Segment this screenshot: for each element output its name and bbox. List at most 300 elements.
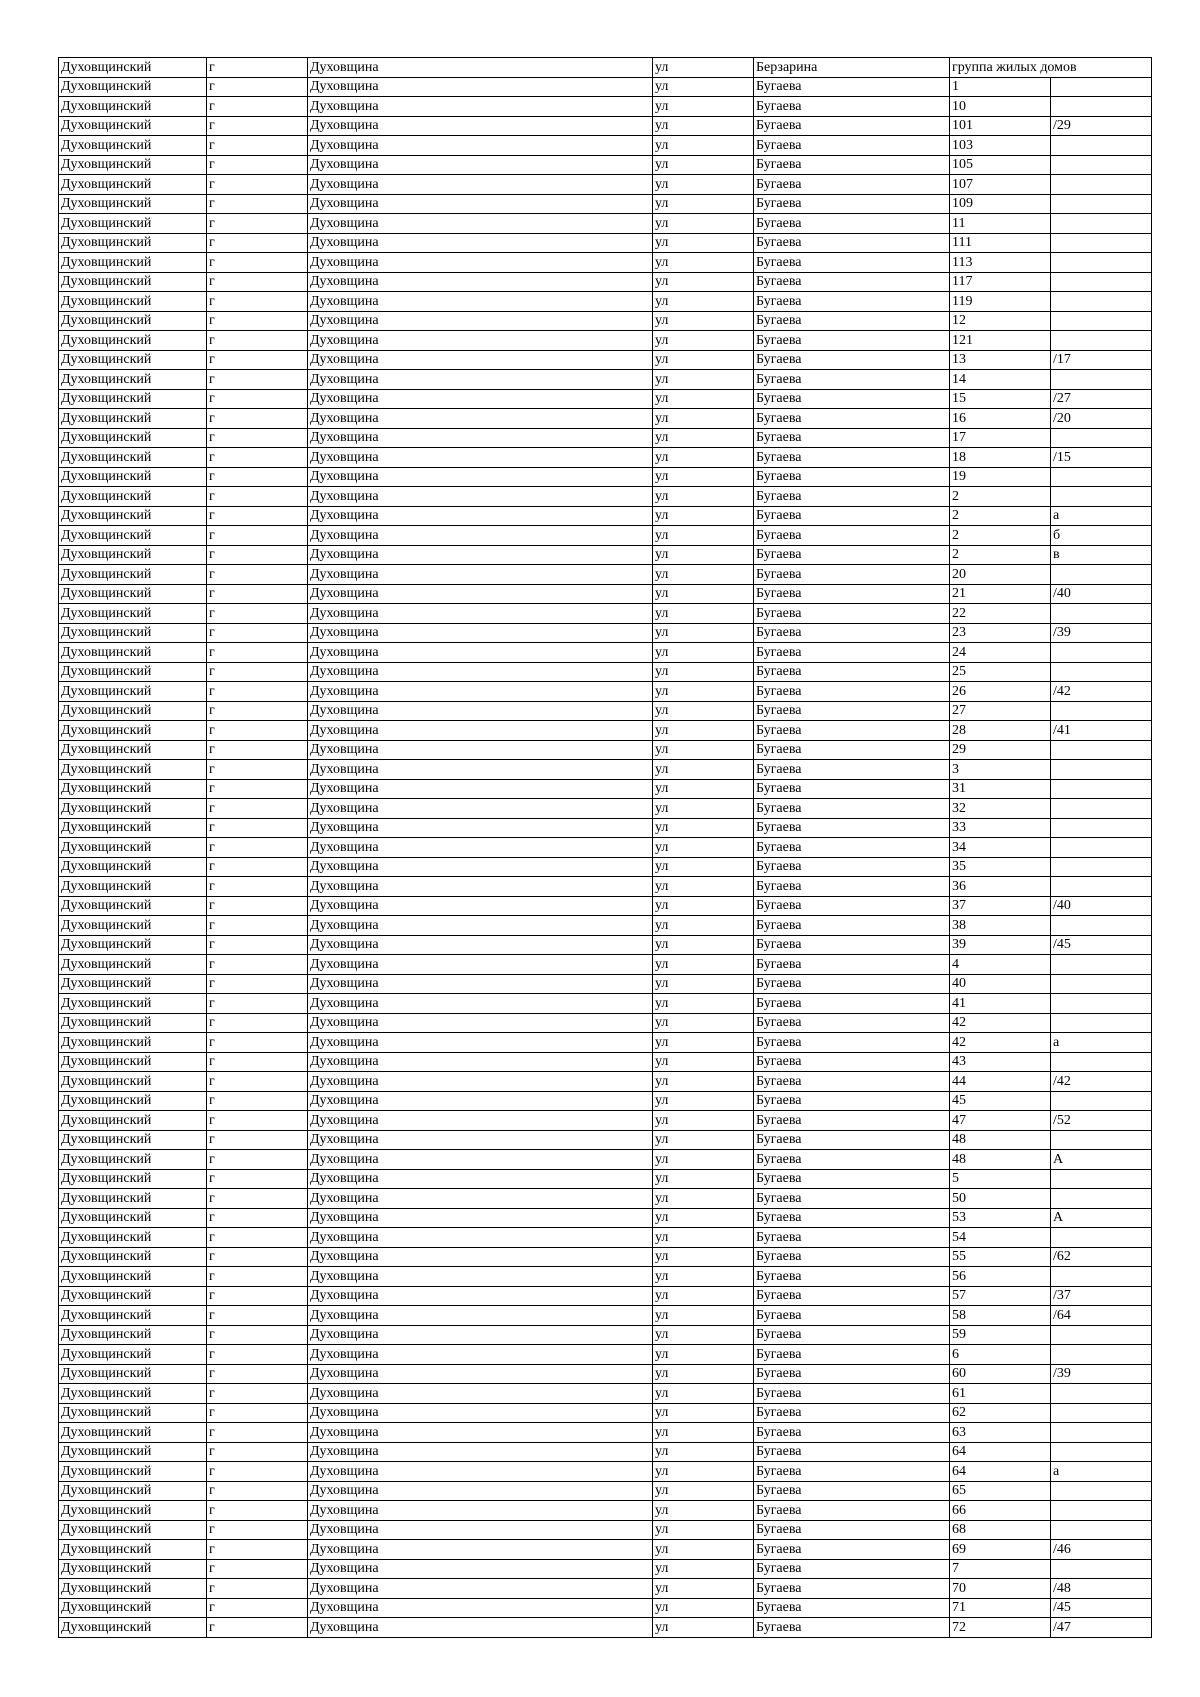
table-row (59, 1598, 1152, 1618)
house-number-cell: 28 (950, 721, 1051, 741)
locality-cell: Духовщина (308, 1208, 653, 1228)
street-type-cell: ул (653, 1091, 754, 1111)
house-suffix-cell (1051, 974, 1152, 994)
street-type-cell: ул (653, 643, 754, 663)
locality-type-cell: г (207, 1306, 308, 1326)
locality-type-cell: г (207, 1520, 308, 1540)
street-cell: Бугаева (754, 896, 950, 916)
locality-type-cell: г (207, 1013, 308, 1033)
locality-cell: Духовщина (308, 1325, 653, 1345)
locality-type-cell: г (207, 1169, 308, 1189)
district-cell: Духовщинский (59, 974, 207, 994)
house-suffix-cell: /64 (1051, 1306, 1152, 1326)
table-row (59, 935, 1152, 955)
district-cell: Духовщинский (59, 643, 207, 663)
street-cell: Бугаева (754, 194, 950, 214)
house-number-cell: 69 (950, 1540, 1051, 1560)
house-number-cell: 10 (950, 97, 1051, 117)
house-suffix-cell (1051, 77, 1152, 97)
house-group-cell: группа жилых домов (950, 58, 1152, 78)
locality-cell: Духовщина (308, 311, 653, 331)
locality-cell: Духовщина (308, 740, 653, 760)
district-cell: Духовщинский (59, 1111, 207, 1131)
street-cell: Бугаева (754, 1130, 950, 1150)
table-row (59, 740, 1152, 760)
street-cell: Бугаева (754, 1091, 950, 1111)
street-type-cell: ул (653, 1618, 754, 1638)
street-type-cell: ул (653, 389, 754, 409)
locality-type-cell: г (207, 214, 308, 234)
street-type-cell: ул (653, 974, 754, 994)
house-number-cell: 64 (950, 1442, 1051, 1462)
locality-cell: Духовщина (308, 506, 653, 526)
street-cell: Бугаева (754, 701, 950, 721)
street-cell: Бугаева (754, 565, 950, 585)
house-suffix-cell (1051, 175, 1152, 195)
street-cell: Бугаева (754, 1325, 950, 1345)
street-cell: Бугаева (754, 1150, 950, 1170)
house-suffix-cell (1051, 662, 1152, 682)
district-cell: Духовщинский (59, 1072, 207, 1092)
locality-cell: Духовщина (308, 1150, 653, 1170)
house-suffix-cell (1051, 428, 1152, 448)
table-row (59, 1169, 1152, 1189)
house-suffix-cell (1051, 779, 1152, 799)
table-row (59, 1423, 1152, 1443)
street-type-cell: ул (653, 116, 754, 136)
house-number-cell: 14 (950, 370, 1051, 390)
house-suffix-cell (1051, 955, 1152, 975)
table-row (59, 1306, 1152, 1326)
locality-cell: Духовщина (308, 1345, 653, 1365)
house-suffix-cell (1051, 643, 1152, 663)
house-number-cell: 2 (950, 506, 1051, 526)
street-cell: Бугаева (754, 760, 950, 780)
locality-type-cell: г (207, 1540, 308, 1560)
house-suffix-cell (1051, 311, 1152, 331)
district-cell: Духовщинский (59, 760, 207, 780)
district-cell: Духовщинский (59, 194, 207, 214)
table-row (59, 1247, 1152, 1267)
house-suffix-cell: /20 (1051, 409, 1152, 429)
table-row (59, 487, 1152, 507)
street-type-cell: ул (653, 1130, 754, 1150)
table-row (59, 1501, 1152, 1521)
district-cell: Духовщинский (59, 1325, 207, 1345)
house-suffix-cell (1051, 565, 1152, 585)
locality-type-cell: г (207, 662, 308, 682)
locality-type-cell: г (207, 935, 308, 955)
locality-type-cell: г (207, 1286, 308, 1306)
house-number-cell: 61 (950, 1384, 1051, 1404)
street-cell: Бугаева (754, 77, 950, 97)
table-row (59, 916, 1152, 936)
house-number-cell: 56 (950, 1267, 1051, 1287)
house-suffix-cell: /39 (1051, 623, 1152, 643)
house-number-cell: 44 (950, 1072, 1051, 1092)
district-cell: Духовщинский (59, 623, 207, 643)
house-number-cell: 66 (950, 1501, 1051, 1521)
house-number-cell: 59 (950, 1325, 1051, 1345)
locality-type-cell: г (207, 896, 308, 916)
table-row (59, 409, 1152, 429)
street-type-cell: ул (653, 623, 754, 643)
locality-type-cell: г (207, 584, 308, 604)
locality-type-cell: г (207, 974, 308, 994)
district-cell: Духовщинский (59, 1306, 207, 1326)
locality-cell: Духовщина (308, 701, 653, 721)
district-cell: Духовщинский (59, 1208, 207, 1228)
locality-cell: Духовщина (308, 994, 653, 1014)
locality-type-cell: г (207, 116, 308, 136)
locality-type-cell: г (207, 1111, 308, 1131)
street-cell: Бугаева (754, 389, 950, 409)
house-number-cell: 16 (950, 409, 1051, 429)
locality-type-cell: г (207, 331, 308, 351)
district-cell: Духовщинский (59, 1247, 207, 1267)
house-suffix-cell: /40 (1051, 584, 1152, 604)
locality-cell: Духовщина (308, 799, 653, 819)
locality-cell: Духовщина (308, 175, 653, 195)
locality-type-cell: г (207, 233, 308, 253)
house-number-cell: 34 (950, 838, 1051, 858)
district-cell: Духовщинский (59, 1169, 207, 1189)
house-number-cell: 31 (950, 779, 1051, 799)
table-row (59, 1228, 1152, 1248)
district-cell: Духовщинский (59, 409, 207, 429)
locality-type-cell: г (207, 1228, 308, 1248)
street-cell: Бугаева (754, 916, 950, 936)
house-number-cell: 2 (950, 526, 1051, 546)
house-suffix-cell: А (1051, 1208, 1152, 1228)
locality-cell: Духовщина (308, 1579, 653, 1599)
locality-cell: Духовщина (308, 779, 653, 799)
locality-cell: Духовщина (308, 467, 653, 487)
house-number-cell: 48 (950, 1150, 1051, 1170)
house-number-cell: 70 (950, 1579, 1051, 1599)
street-type-cell: ул (653, 1345, 754, 1365)
house-suffix-cell (1051, 1267, 1152, 1287)
locality-cell: Духовщина (308, 643, 653, 663)
house-suffix-cell: /62 (1051, 1247, 1152, 1267)
house-number-cell: 54 (950, 1228, 1051, 1248)
house-suffix-cell (1051, 1442, 1152, 1462)
house-number-cell: 3 (950, 760, 1051, 780)
locality-cell: Духовщина (308, 623, 653, 643)
house-suffix-cell: А (1051, 1150, 1152, 1170)
house-number-cell: 53 (950, 1208, 1051, 1228)
street-type-cell: ул (653, 1013, 754, 1033)
street-cell: Бугаева (754, 974, 950, 994)
street-type-cell: ул (653, 896, 754, 916)
district-cell: Духовщинский (59, 1442, 207, 1462)
locality-type-cell: г (207, 1364, 308, 1384)
district-cell: Духовщинский (59, 370, 207, 390)
street-type-cell: ул (653, 955, 754, 975)
street-type-cell: ул (653, 136, 754, 156)
locality-cell: Духовщина (308, 1189, 653, 1209)
district-cell: Духовщинский (59, 1091, 207, 1111)
house-suffix-cell (1051, 1481, 1152, 1501)
house-number-cell: 65 (950, 1481, 1051, 1501)
district-cell: Духовщинский (59, 1150, 207, 1170)
house-suffix-cell (1051, 1520, 1152, 1540)
street-cell: Бугаева (754, 1267, 950, 1287)
house-number-cell: 113 (950, 253, 1051, 273)
house-number-cell: 33 (950, 818, 1051, 838)
locality-cell: Духовщина (308, 1384, 653, 1404)
street-type-cell: ул (653, 1247, 754, 1267)
house-number-cell: 23 (950, 623, 1051, 643)
district-cell: Духовщинский (59, 565, 207, 585)
locality-type-cell: г (207, 194, 308, 214)
locality-cell: Духовщина (308, 448, 653, 468)
table-row (59, 77, 1152, 97)
table-row (59, 545, 1152, 565)
district-cell: Духовщинский (59, 1189, 207, 1209)
table-row (59, 1384, 1152, 1404)
district-cell: Духовщинский (59, 214, 207, 234)
street-type-cell: ул (653, 1598, 754, 1618)
district-cell: Духовщинский (59, 799, 207, 819)
table-row (59, 97, 1152, 117)
street-cell: Бугаева (754, 233, 950, 253)
street-type-cell: ул (653, 1462, 754, 1482)
table-row (59, 955, 1152, 975)
house-suffix-cell: в (1051, 545, 1152, 565)
locality-type-cell: г (207, 760, 308, 780)
street-cell: Бугаева (754, 935, 950, 955)
district-cell: Духовщинский (59, 1052, 207, 1072)
street-cell: Бугаева (754, 428, 950, 448)
table-row (59, 175, 1152, 195)
table-row (59, 877, 1152, 897)
locality-type-cell: г (207, 1267, 308, 1287)
street-cell: Бугаева (754, 506, 950, 526)
locality-cell: Духовщина (308, 214, 653, 234)
district-cell: Духовщинский (59, 58, 207, 78)
street-cell: Бугаева (754, 1033, 950, 1053)
house-number-cell: 24 (950, 643, 1051, 663)
locality-cell: Духовщина (308, 974, 653, 994)
table-row (59, 194, 1152, 214)
locality-type-cell: г (207, 1442, 308, 1462)
street-cell: Бугаева (754, 175, 950, 195)
locality-type-cell: г (207, 604, 308, 624)
street-cell: Бугаева (754, 740, 950, 760)
house-number-cell: 19 (950, 467, 1051, 487)
street-cell: Бугаева (754, 214, 950, 234)
house-number-cell: 109 (950, 194, 1051, 214)
house-suffix-cell (1051, 292, 1152, 312)
street-cell: Бугаева (754, 370, 950, 390)
locality-cell: Духовщина (308, 253, 653, 273)
address-sheet (58, 57, 1151, 1638)
table-row (59, 1286, 1152, 1306)
locality-cell: Духовщина (308, 1442, 653, 1462)
locality-cell: Духовщина (308, 682, 653, 702)
house-number-cell: 41 (950, 994, 1051, 1014)
locality-type-cell: г (207, 292, 308, 312)
street-cell: Бугаева (754, 643, 950, 663)
street-cell: Бугаева (754, 1306, 950, 1326)
street-type-cell: ул (653, 58, 754, 78)
house-suffix-cell: а (1051, 1033, 1152, 1053)
house-number-cell: 4 (950, 955, 1051, 975)
street-type-cell: ул (653, 409, 754, 429)
locality-type-cell: г (207, 1072, 308, 1092)
table-row (59, 233, 1152, 253)
district-cell: Духовщинский (59, 896, 207, 916)
house-suffix-cell: /29 (1051, 116, 1152, 136)
district-cell: Духовщинский (59, 526, 207, 546)
street-type-cell: ул (653, 487, 754, 507)
district-cell: Духовщинский (59, 292, 207, 312)
house-number-cell: 38 (950, 916, 1051, 936)
locality-cell: Духовщина (308, 1462, 653, 1482)
house-number-cell: 58 (950, 1306, 1051, 1326)
house-number-cell: 119 (950, 292, 1051, 312)
street-type-cell: ул (653, 1325, 754, 1345)
street-cell: Бугаева (754, 272, 950, 292)
district-cell: Духовщинский (59, 935, 207, 955)
house-suffix-cell (1051, 1423, 1152, 1443)
house-suffix-cell (1051, 97, 1152, 117)
table-row (59, 565, 1152, 585)
house-suffix-cell (1051, 1189, 1152, 1209)
street-cell: Бугаева (754, 487, 950, 507)
house-suffix-cell (1051, 1403, 1152, 1423)
locality-cell: Духовщина (308, 136, 653, 156)
locality-type-cell: г (207, 1598, 308, 1618)
district-cell: Духовщинский (59, 818, 207, 838)
house-number-cell: 60 (950, 1364, 1051, 1384)
table-row (59, 526, 1152, 546)
house-suffix-cell: /27 (1051, 389, 1152, 409)
house-number-cell: 121 (950, 331, 1051, 351)
district-cell: Духовщинский (59, 1501, 207, 1521)
locality-cell: Духовщина (308, 1267, 653, 1287)
house-number-cell: 62 (950, 1403, 1051, 1423)
street-cell: Бугаева (754, 409, 950, 429)
locality-cell: Духовщина (308, 1111, 653, 1131)
table-row (59, 1579, 1152, 1599)
house-number-cell: 26 (950, 682, 1051, 702)
locality-type-cell: г (207, 1559, 308, 1579)
locality-type-cell: г (207, 565, 308, 585)
street-type-cell: ул (653, 662, 754, 682)
table-row (59, 1189, 1152, 1209)
house-number-cell: 43 (950, 1052, 1051, 1072)
locality-cell: Духовщина (308, 155, 653, 175)
table-row (59, 896, 1152, 916)
house-suffix-cell: /45 (1051, 1598, 1152, 1618)
street-type-cell: ул (653, 779, 754, 799)
street-type-cell: ул (653, 253, 754, 273)
locality-cell: Духовщина (308, 526, 653, 546)
district-cell: Духовщинский (59, 955, 207, 975)
street-cell: Бугаева (754, 97, 950, 117)
house-number-cell: 39 (950, 935, 1051, 955)
house-suffix-cell (1051, 194, 1152, 214)
table-row (59, 1091, 1152, 1111)
street-type-cell: ул (653, 1169, 754, 1189)
locality-type-cell: г (207, 409, 308, 429)
table-row (59, 1403, 1152, 1423)
district-cell: Духовщинский (59, 136, 207, 156)
table-row (59, 116, 1152, 136)
locality-type-cell: г (207, 487, 308, 507)
street-type-cell: ул (653, 545, 754, 565)
house-suffix-cell (1051, 1130, 1152, 1150)
house-suffix-cell: /52 (1051, 1111, 1152, 1131)
table-row (59, 682, 1152, 702)
house-number-cell: 36 (950, 877, 1051, 897)
house-suffix-cell (1051, 1091, 1152, 1111)
locality-cell: Духовщина (308, 194, 653, 214)
house-number-cell: 105 (950, 155, 1051, 175)
street-cell: Бугаева (754, 448, 950, 468)
street-type-cell: ул (653, 1072, 754, 1092)
street-cell: Бугаева (754, 877, 950, 897)
locality-cell: Духовщина (308, 389, 653, 409)
street-cell: Бугаева (754, 604, 950, 624)
district-cell: Духовщинский (59, 311, 207, 331)
house-suffix-cell: /46 (1051, 1540, 1152, 1560)
street-type-cell: ул (653, 292, 754, 312)
house-number-cell: 57 (950, 1286, 1051, 1306)
table-row (59, 623, 1152, 643)
street-type-cell: ул (653, 994, 754, 1014)
street-type-cell: ул (653, 1208, 754, 1228)
street-type-cell: ул (653, 370, 754, 390)
street-type-cell: ул (653, 1579, 754, 1599)
street-type-cell: ул (653, 272, 754, 292)
house-suffix-cell (1051, 331, 1152, 351)
locality-type-cell: г (207, 623, 308, 643)
house-suffix-cell (1051, 1501, 1152, 1521)
locality-type-cell: г (207, 506, 308, 526)
house-number-cell: 18 (950, 448, 1051, 468)
district-cell: Духовщинский (59, 877, 207, 897)
table-row (59, 1345, 1152, 1365)
street-type-cell: ул (653, 857, 754, 877)
locality-type-cell: г (207, 545, 308, 565)
locality-type-cell: г (207, 955, 308, 975)
table-row (59, 1267, 1152, 1287)
street-cell: Бугаева (754, 1598, 950, 1618)
table-row (59, 643, 1152, 663)
locality-type-cell: г (207, 467, 308, 487)
house-suffix-cell (1051, 818, 1152, 838)
street-cell: Бугаева (754, 1559, 950, 1579)
street-cell: Бугаева (754, 955, 950, 975)
house-suffix-cell (1051, 740, 1152, 760)
locality-cell: Духовщина (308, 916, 653, 936)
house-number-cell: 63 (950, 1423, 1051, 1443)
house-suffix-cell (1051, 1228, 1152, 1248)
district-cell: Духовщинский (59, 1423, 207, 1443)
house-suffix-cell (1051, 1345, 1152, 1365)
table-row (59, 662, 1152, 682)
locality-cell: Духовщина (308, 77, 653, 97)
locality-type-cell: г (207, 721, 308, 741)
house-suffix-cell: б (1051, 526, 1152, 546)
locality-type-cell: г (207, 175, 308, 195)
district-cell: Духовщинский (59, 389, 207, 409)
street-type-cell: ул (653, 1189, 754, 1209)
locality-cell: Духовщина (308, 662, 653, 682)
